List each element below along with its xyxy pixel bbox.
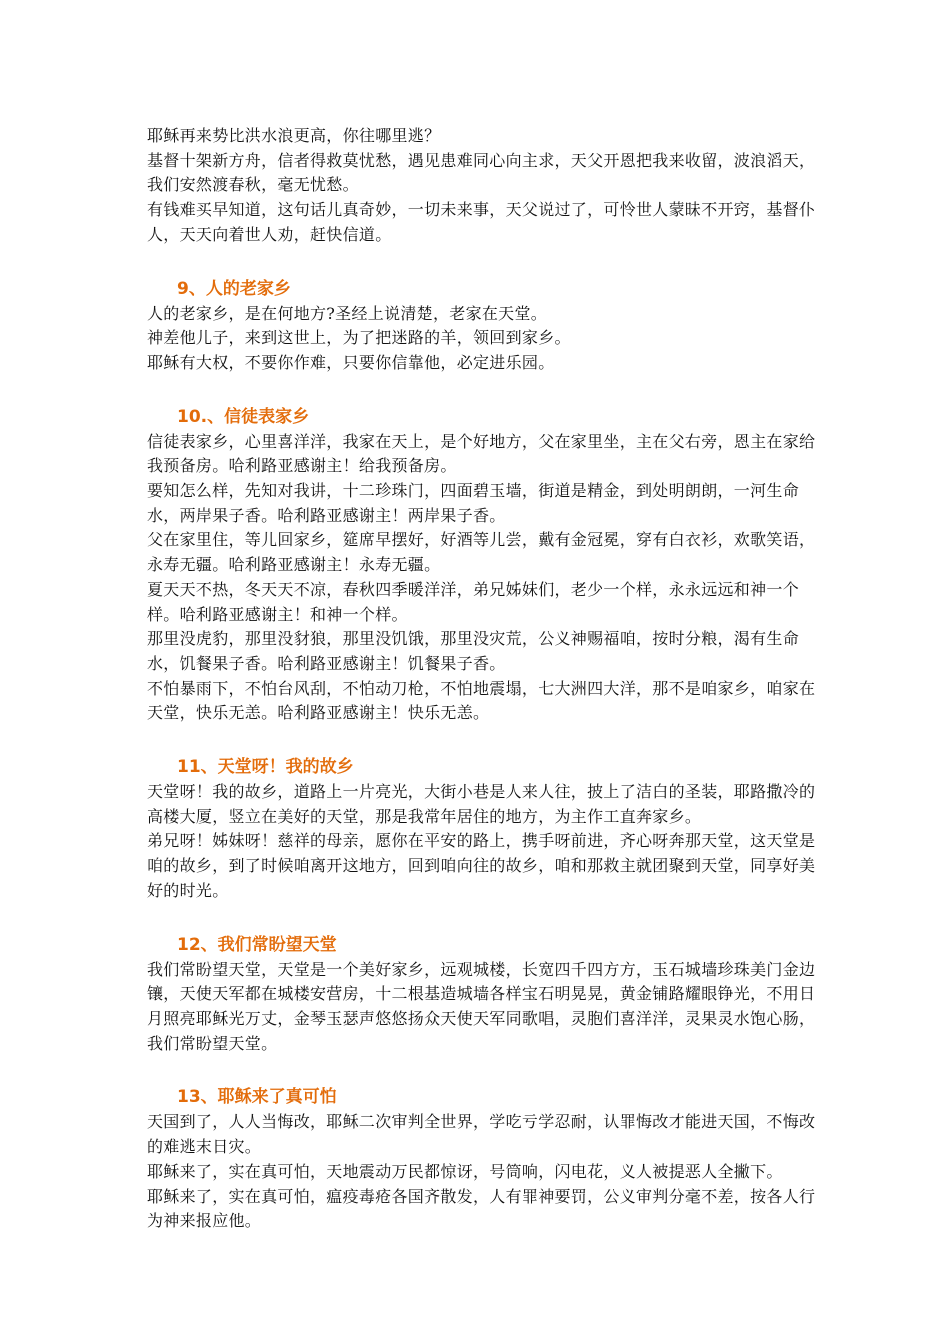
- paragraph: 我们常盼望天堂，天堂是一个美好家乡，远观城楼，长宽四千四方方，玉石城墙珍珠美门金边镶，天使天军都在城楼安营房，十二根基造城墙各样宝石明晃晃，黄金铺路耀眼铮光，不用日月照亮耶稣光万丈，金琴玉瑟声悠悠扬众天使天军同歌唱，灵胞们喜洋洋，灵果灵水饱心肠，我们常盼望天堂。: [147, 959, 816, 1053]
- paragraph: 基督十架新方舟，信者得救莫忧愁，遇见患难同心向主求，天父开恩把我来收留，波浪滔天，我们安然渡春秋，毫无忧愁。: [147, 150, 816, 195]
- section-heading: 9、人的老家乡: [177, 278, 291, 299]
- paragraph: 耶稣来了，实在真可怕，瘟疫毒疮各国齐散发，人有罪神要罚，公义审判分毫不差，按各人行为神来报应他。: [147, 1186, 816, 1231]
- section-9: [147, 276, 817, 376]
- section-heading: 10.、信徒表家乡: [177, 406, 310, 427]
- section-heading: 11、天堂呀！我的故乡: [177, 757, 354, 778]
- paragraph: 要知怎么样，先知对我讲，十二珍珠门，四面碧玉墙，街道是精金，到处明朗朗，一河生命水，两岸果子香。哈利路亚感谢主！两岸果子香。: [147, 481, 800, 525]
- section-heading: 13、耶稣来了真可怕: [177, 1087, 337, 1108]
- paragraph: 不怕暴雨下，不怕台风刮，不怕动刀枪，不怕地震塌，七大洲四大洋，那不是咱家乡，咱家在天堂，快乐无恙。哈利路亚感谢主！快乐无恙。: [147, 678, 816, 723]
- section-heading: 12、我们常盼望天堂: [177, 934, 337, 955]
- paragraph: 信徒表家乡，心里喜洋洋，我家在天上，是个好地方，父在家里坐，主在父右旁，恩主在家给我预备房。哈利路亚感谢主！给我预备房。: [147, 431, 816, 476]
- paragraph: 神差他儿子，来到这世上，为了把迷路的羊，领回到家乡。: [147, 328, 571, 348]
- paragraph: 夏天天不热，冬天天不凉，春秋四季暖洋洋，弟兄姊妹们，老少一个样，永永远远和神一个样。哈利路亚感谢主！和神一个样。: [147, 579, 800, 624]
- paragraph: 耶稣来了，实在真可怕，天地震动万民都惊讶，号筒响，闪电花，义人被提恶人全撇下。: [147, 1161, 783, 1181]
- paragraph: 人的老家乡，是在何地方?圣经上说清楚，老家在天堂。: [147, 303, 548, 323]
- paragraph: 有钱难买早知道，这句话儿真奇妙，一切未来事，天父说过了，可怜世人蒙昧不开窍，基督仆人，天天向着世人劝，赶快信道。: [147, 200, 816, 244]
- paragraph: 天国到了，人人当悔改，耶稣二次审判全世界，学吃亏学忍耐，认罪悔改才能进天国，不悔改的难逃末日灾。: [147, 1112, 816, 1157]
- paragraph: 耶稣再来势比洪水浪更高，你往哪里逃？: [147, 126, 441, 145]
- document-body: [147, 124, 817, 1234]
- section-11: [147, 754, 817, 904]
- intro-block: [147, 124, 817, 248]
- section-10: [147, 404, 817, 726]
- paragraph: 弟兄呀！姊妹呀！慈祥的母亲，愿你在平安的路上，携手呀前进，齐心呀奔那天堂，这天堂是咱的故乡，到了时候咱离开这地方，回到咱向往的故乡，咱和那救主就团聚到天堂，同享好美好的时光。: [147, 831, 816, 900]
- section-12: [147, 932, 817, 1057]
- paragraph: 父在家里住，等儿回家乡，筵席早摆好，好酒等儿尝，戴有金冠冕，穿有白衣衫，欢歌笑语，永寿无疆。哈利路亚感谢主！永寿无疆。: [147, 530, 816, 575]
- paragraph: 那里没虎豹，那里没豺狼，那里没饥饿，那里没灾荒，公义神赐福咱，按时分粮，渴有生命水，饥餐果子香。哈利路亚感谢主！饥餐果子香。: [147, 629, 800, 673]
- paragraph: 耶稣有大权，不要你作难，只要你信靠他，必定进乐园。: [147, 352, 555, 372]
- paragraph: 天堂呀！我的故乡，道路上一片亮光，大街小巷是人来人往，披上了洁白的圣装，耶路撒冷的高楼大厦，竖立在美好的天堂，那是我常年居住的地方，为主作工直奔家乡。: [147, 782, 816, 826]
- section-13: [147, 1084, 817, 1234]
